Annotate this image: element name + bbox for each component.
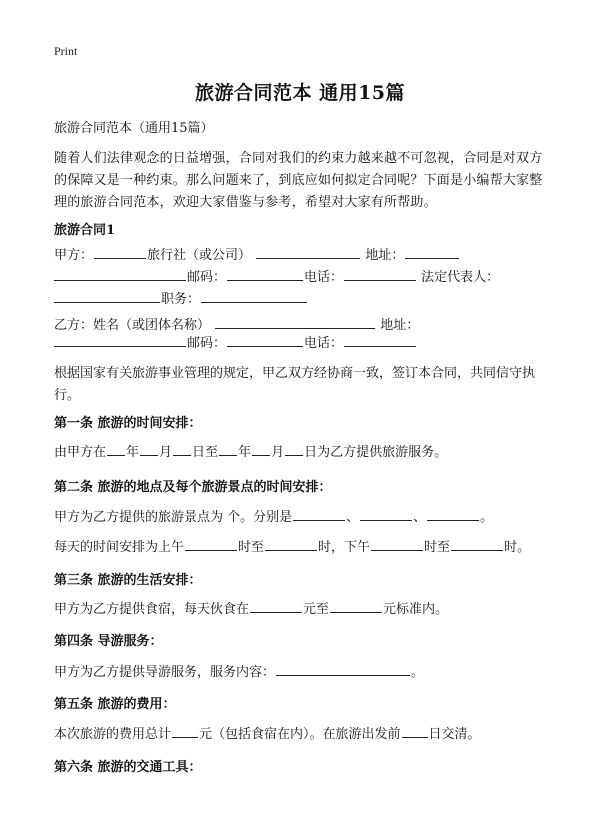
pm-start-blank[interactable] (371, 536, 423, 551)
party-a-position-label: 职务： (161, 292, 201, 307)
meal-max-blank[interactable] (330, 598, 382, 613)
start-month-blank[interactable] (140, 441, 158, 456)
article-2-title: 第二条 旅游的地点及每个旅游景点的时间安排： (54, 480, 332, 495)
article-1-text: 年 (238, 445, 252, 460)
article-1-line-1 (54, 441, 554, 464)
article-2-text: 、 (346, 510, 360, 525)
party-b-phone-label: 电话： (304, 336, 344, 351)
article-4-line-1 (54, 661, 554, 684)
print-link[interactable]: Print (54, 44, 78, 58)
article-3-text: 元标准内。 (383, 602, 449, 617)
article-3-text: 甲方为乙方提供食宿，每天伙食在 (54, 602, 250, 617)
intro-paragraph: 随着人们法律观念的日益增强，合同对我们的约束力越来越不可忽视，合同是对双方的保障又是一种约束。那么问题来了，到底应如何拟定合同呢？下面是小编帮大家整理的旅游合同范本，欢迎大家借鉴与参考，希望对大家有所帮助。 (54, 151, 543, 210)
article-5-text: 日交清。 (428, 727, 481, 742)
end-day-blank[interactable] (285, 441, 303, 456)
article-6-title: 第六条 旅游的交通工具： (54, 760, 202, 775)
party-b-name-blank[interactable] (215, 314, 375, 329)
article-1-text: 年 (126, 445, 140, 460)
article-5-text: 元（包括食宿在内）。在旅游出发前 (199, 727, 401, 742)
party-a-legal-rep-label: 法定代表人： (421, 270, 500, 285)
payment-days-blank[interactable] (402, 723, 428, 738)
article-2-text: 时至 (424, 540, 451, 555)
article-4-text: 。 (411, 665, 425, 680)
document-title: 旅游合同范本 通用15篇 (194, 82, 406, 104)
article-3-text: 元至 (303, 602, 330, 617)
article-2-text: 甲方为乙方提供的旅游景点为 个。分别是 (54, 510, 293, 525)
article-2-text: 时，下午 (318, 540, 371, 555)
article-1-text: 月 (159, 445, 173, 460)
end-month-blank[interactable] (252, 441, 270, 456)
article-2-line-1 (54, 506, 554, 529)
start-day-blank[interactable] (173, 441, 191, 456)
party-a-agency-blank[interactable] (94, 244, 146, 259)
party-a-legal-rep-blank[interactable] (54, 288, 160, 303)
article-1-title: 第一条 旅游的时间安排： (54, 416, 202, 431)
article-1-text: 日至 (192, 445, 219, 460)
meal-min-blank[interactable] (250, 598, 302, 613)
party-a-address-blank[interactable] (405, 244, 459, 259)
party-b-label: 乙方：姓名（或团体名称） (54, 318, 211, 333)
party-a-position-blank[interactable] (201, 288, 307, 303)
contract-heading: 旅游合同1 (54, 223, 116, 238)
party-a-name-blank[interactable] (256, 244, 360, 259)
total-cost-blank[interactable] (172, 723, 198, 738)
spot-2-blank[interactable] (360, 506, 412, 521)
article-2-text: 时至 (238, 540, 265, 555)
article-2-text: 每天的时间安排为上午 (54, 540, 185, 555)
party-a-zip-blank[interactable] (227, 266, 303, 281)
article-1-text: 月 (271, 445, 285, 460)
party-a-agency-label: 旅行社（或公司） (147, 248, 252, 263)
party-b-address-blank[interactable] (54, 332, 186, 347)
party-a-phone-blank[interactable] (344, 266, 416, 281)
party-a-address-label: 地址： (365, 248, 405, 263)
pm-end-blank[interactable] (451, 536, 503, 551)
article-2-text: 。 (480, 510, 494, 525)
am-start-blank[interactable] (185, 536, 237, 551)
party-a-zip-label: 邮码： (187, 270, 227, 285)
party-b-phone-blank[interactable] (344, 332, 416, 347)
article-3-line-1 (54, 598, 554, 621)
article-5-line-1 (54, 723, 554, 746)
contract-preamble: 根据国家有关旅游事业管理的规定，甲乙双方经协商一致，签订本合同，共同信守执行。 (54, 366, 536, 403)
spot-3-blank[interactable] (427, 506, 479, 521)
article-2-line-2 (54, 536, 554, 559)
article-5-title: 第五条 旅游的费用： (54, 697, 176, 712)
party-a-address-cont-blank[interactable] (54, 266, 186, 281)
party-b-zip-blank[interactable] (227, 332, 303, 347)
party-b-line-2 (54, 332, 554, 355)
article-4-text: 甲方为乙方提供导游服务，服务内容： (54, 665, 276, 680)
article-5-text: 本次旅游的费用总计 (54, 727, 172, 742)
article-3-title: 第三条 旅游的生活安排： (54, 573, 202, 588)
party-b-address-label: 地址： (380, 318, 420, 333)
article-4-title: 第四条 导游服务： (54, 634, 163, 649)
party-b-zip-label: 邮码： (187, 336, 227, 351)
party-a-phone-label: 电话： (304, 270, 344, 285)
party-a-line-2 (54, 266, 554, 289)
article-1-text: 由甲方在 (54, 445, 107, 460)
end-year-blank[interactable] (219, 441, 237, 456)
intro-subtitle: 旅游合同范本（通用15篇） (54, 121, 214, 136)
guide-service-blank[interactable] (276, 661, 410, 676)
article-2-text: 时。 (504, 540, 531, 555)
party-a-line-3 (54, 288, 554, 311)
article-2-text: 、 (413, 510, 427, 525)
party-a-label: 甲方： (54, 248, 94, 263)
party-a-line-1 (54, 244, 554, 267)
article-1-text: 日为乙方提供旅游服务。 (304, 445, 448, 460)
spot-1-blank[interactable] (293, 506, 345, 521)
am-end-blank[interactable] (265, 536, 317, 551)
start-year-blank[interactable] (107, 441, 125, 456)
